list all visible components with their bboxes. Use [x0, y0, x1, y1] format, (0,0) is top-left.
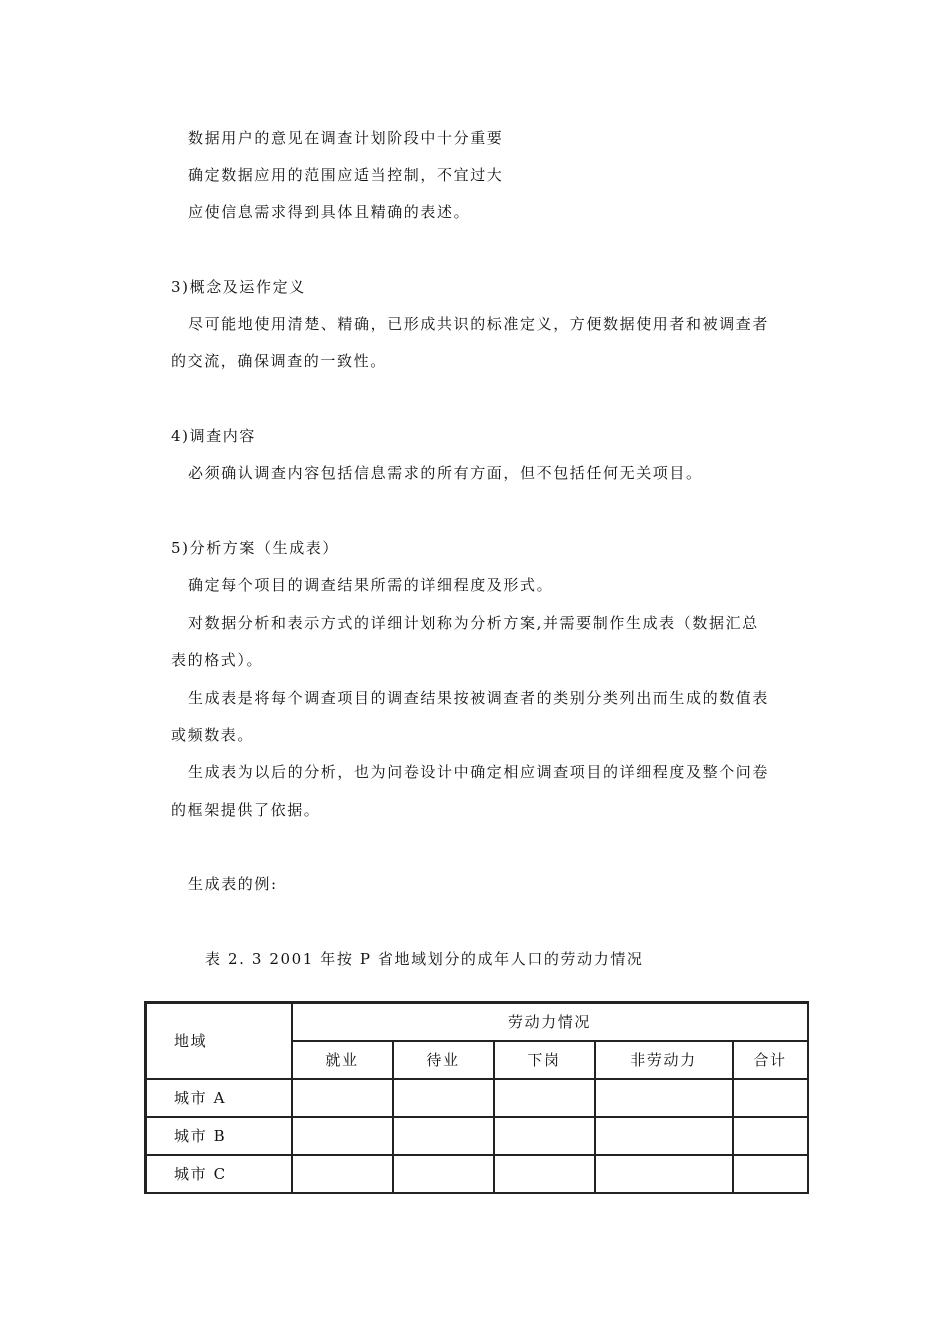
column-header: 下岗	[494, 1041, 595, 1079]
table-cell	[494, 1117, 595, 1155]
column-header: 待业	[393, 1041, 494, 1079]
table-cell	[494, 1079, 595, 1117]
section-5-para-4a: 生成表为以后的分析，也为问卷设计中确定相应调查项目的详细程度及整个问卷	[188, 763, 770, 781]
table-caption: 表 2. 3 2001 年按 P 省地域划分的成年人口的劳动力情况	[205, 950, 644, 968]
table-row	[146, 1117, 807, 1155]
table-cell	[393, 1155, 494, 1192]
table-cell	[733, 1079, 807, 1117]
row-label: 城市 C	[146, 1155, 292, 1192]
section-5-para-1: 确定每个项目的调查结果所需的详细程度及形式。	[188, 576, 554, 594]
labor-group-header: 劳动力情况	[292, 1003, 807, 1041]
table-row	[146, 1155, 807, 1192]
table-cell	[292, 1155, 393, 1192]
table-cell	[292, 1117, 393, 1155]
table-cell	[595, 1079, 733, 1117]
labor-table	[144, 1001, 809, 1194]
table-cell	[393, 1079, 494, 1117]
table-cell	[292, 1079, 393, 1117]
table-row	[146, 1079, 807, 1117]
column-header: 非劳动力	[595, 1041, 733, 1079]
region-header: 地域	[146, 1003, 292, 1079]
section-5-para-2b: 表的格式）。	[171, 651, 264, 669]
section-3-text-2: 的交流，确保调查的一致性。	[171, 352, 387, 370]
column-header: 就业	[292, 1041, 393, 1079]
section-3-heading: 3)概念及运作定义	[171, 278, 306, 296]
section-5-para-4b: 的框架提供了依据。	[171, 801, 321, 819]
table-cell	[393, 1117, 494, 1155]
example-label: 生成表的例:	[188, 875, 278, 893]
section-5-para-2a: 对数据分析和表示方式的详细计划称为分析方案,并需要制作生成表（数据汇总	[188, 614, 759, 632]
column-header: 合计	[733, 1041, 807, 1079]
row-label: 城市 A	[146, 1079, 292, 1117]
intro-line-1: 数据用户的意见在调查计划阶段中十分重要	[188, 129, 504, 147]
intro-line-2: 确定数据应用的范围应适当控制，不宜过大	[188, 166, 504, 184]
table-cell	[733, 1117, 807, 1155]
table-cell	[494, 1155, 595, 1192]
row-label: 城市 B	[146, 1117, 292, 1155]
section-5-heading: 5)分析方案（生成表）	[171, 539, 339, 557]
section-3-text-1: 尽可能地使用清楚、精确，已形成共识的标准定义，方便数据使用者和被调查者	[188, 315, 770, 333]
table-cell	[595, 1117, 733, 1155]
table-cell	[733, 1155, 807, 1192]
table-cell	[595, 1155, 733, 1192]
section-4-heading: 4)调查内容	[171, 427, 256, 445]
section-5-para-3b: 或频数表。	[171, 726, 255, 744]
intro-line-3: 应使信息需求得到具体且精确的表述。	[188, 203, 471, 221]
section-4-text-1: 必须确认调查内容包括信息需求的所有方面，但不包括任何无关项目。	[188, 464, 703, 482]
section-5-para-3a: 生成表是将每个调查项目的调查结果按被调查者的类别分类列出而生成的数值表	[188, 689, 770, 707]
